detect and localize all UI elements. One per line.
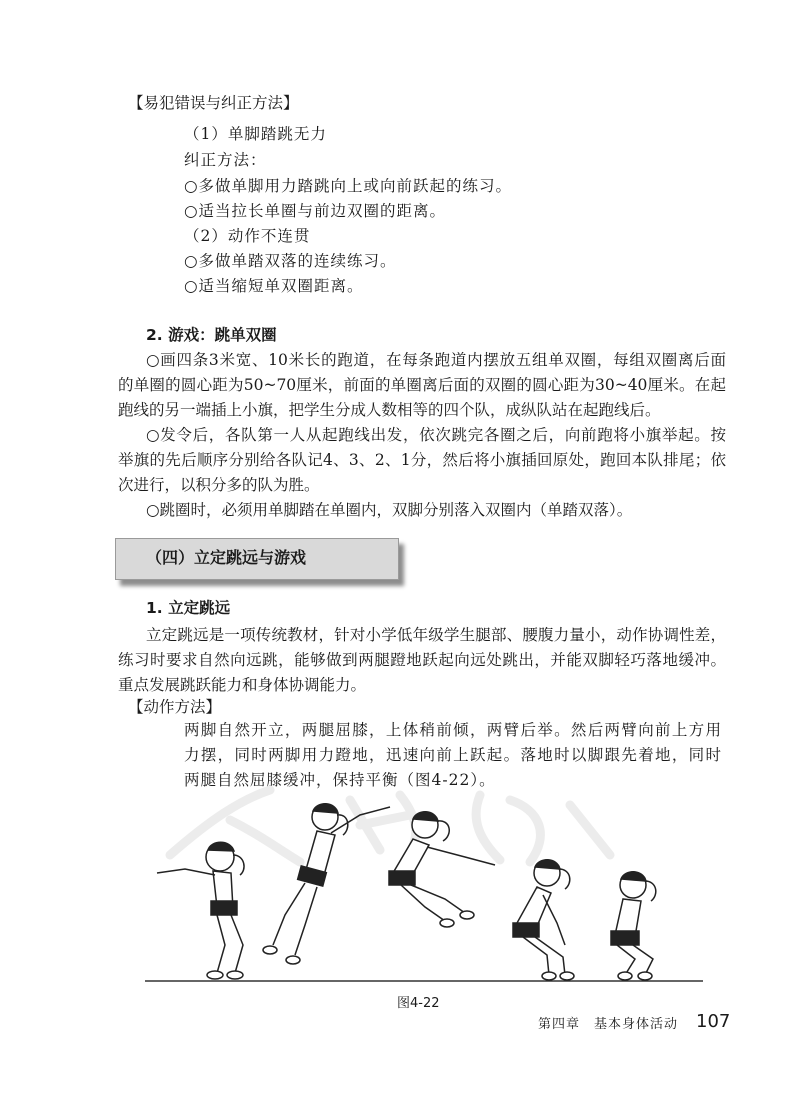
- figure-caption: 图4-22: [397, 996, 440, 1011]
- paragraph-line: 跑线的另一端插上小旗，把学生分成人数相等的四个队，成纵队站在起跑线后。: [118, 401, 661, 419]
- error-item-1-title: （1）单脚踏跳无力: [184, 125, 327, 143]
- error-item-2-title: （2）动作不连贯: [184, 227, 311, 245]
- method-title: 【动作方法】: [128, 698, 222, 716]
- paragraph-line: ○发令后，各队第一人从起跑线出发，依次跳完各圈之后，向前跑将小旗举起。按: [146, 426, 726, 444]
- section-heading: （四）立定跳远与游戏: [146, 548, 307, 567]
- section-heading-box: [115, 538, 399, 580]
- paragraph-line: 练习时要求自然向远跳，能够做到两腿蹬地跃起向远处跳出，并能双脚轻巧落地缓冲。: [118, 651, 726, 669]
- correction-label: 纠正方法：: [184, 151, 267, 169]
- jumper-flight-icon: [389, 812, 495, 927]
- paragraph-line: 立定跳远是一项传统教材，针对小学低年级学生腿部、腰腹力量小，动作协调性差，: [146, 626, 726, 644]
- jumper-balance-icon: [611, 872, 656, 980]
- paragraph-line: ○画四条3米宽、10米长的跑道，在每条跑道内摆放五组单双圈，每组双圈离后面: [146, 351, 726, 369]
- correction-item: ○多做单脚用力踏跳向上或向前跃起的练习。: [184, 177, 513, 195]
- jumper-crouch-icon: [157, 842, 244, 979]
- jumper-landing-icon: [513, 860, 574, 980]
- method-line: 力摆，同时两脚用力蹬地，迅速向前上跃起。落地时以脚跟先着地，同时: [184, 746, 722, 764]
- paragraph-line: 次进行，以积分多的队为胜。: [118, 476, 320, 494]
- paragraph-line: ○跳圈时，必须用单脚踏在单圈内，双脚分别落入双圈内（单踏双落）。: [146, 501, 633, 519]
- standing-jump-title: 1. 立定跳远: [146, 599, 231, 617]
- method-line: 两脚自然开立，两腿屈膝，上体稍前倾，两臂后举。然后两臂向前上方用: [184, 721, 722, 739]
- footer-chapter: 第四章 基本身体活动: [538, 1017, 679, 1032]
- page-number: 107: [696, 1011, 731, 1032]
- paragraph-line: 重点发展跳跃能力和身体协调能力。: [118, 676, 367, 694]
- paragraph-line: 的单圈的圆心距为50~70厘米，前面的单圈离后面的双圈的圆心距为30~40厘米。在起: [118, 376, 726, 394]
- standing-jump-figure: [145, 795, 705, 990]
- jumper-takeoff-icon: [263, 804, 390, 964]
- game-title: 2. 游戏：跳单双圈: [146, 326, 277, 344]
- correction-item: ○多做单踏双落的连续练习。: [184, 252, 397, 270]
- errors-title: 【易犯错误与纠正方法】: [128, 94, 299, 112]
- paragraph-line: 举旗的先后顺序分别给各队记4、3、2、1分，然后将小旗插回原处，跑回本队排尾；依: [118, 451, 726, 469]
- method-line: 两腿自然屈膝缓冲，保持平衡（图4-22）。: [184, 771, 496, 789]
- correction-item: ○适当拉长单圈与前边双圈的距离。: [184, 202, 447, 220]
- correction-item: ○适当缩短单双圈距离。: [184, 277, 364, 295]
